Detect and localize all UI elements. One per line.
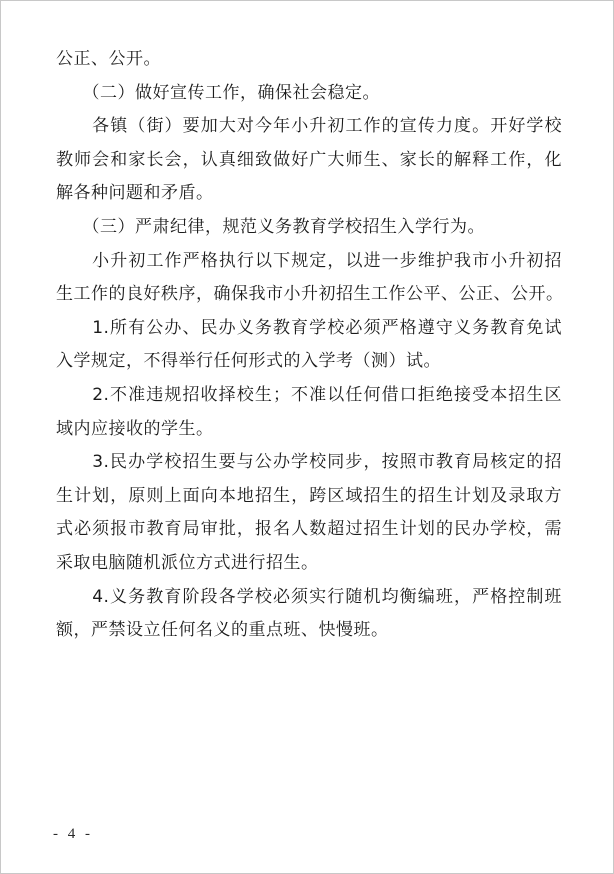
text-line: 1.所有公办、民办义务教育学校必须严格遵守义务教育免试 [56,317,562,338]
paragraph-heading-3 [56,211,562,245]
text-line: 3.民办学校招生要与公办学校同步，按照市教育局核定的招 [56,452,562,473]
document-body [56,43,562,648]
paragraph-continuation [56,43,562,77]
page-number: - 4 - [53,826,93,842]
paragraph-rule-2 [56,379,562,446]
text-line: 额，严禁设立任何名义的重点班、快慢班。 [56,620,389,641]
paragraph-rule-4 [56,581,562,648]
text-line: 教师会和家长会，认真细致做好广大师生、家长的解释工作，化 [56,149,562,170]
paragraph-discipline-intro [56,245,562,312]
text-line: 各镇（街）要加大对今年小升初工作的宣传力度。开好学校 [56,116,562,137]
text-line: 采取电脑随机派位方式进行招生。 [56,552,319,573]
paragraph-heading-2 [56,77,562,111]
text-line: 2.不准违规招收择校生；不准以任何借口拒绝接受本招生区 [56,384,562,405]
text-line: （二）做好宣传工作，确保社会稳定。 [56,82,380,103]
text-line: 小升初工作严格执行以下规定，以进一步维护我市小升初招 [56,250,562,271]
text-line: 公正、公开。 [56,49,161,69]
page-footer [53,823,93,843]
text-line: 解各种问题和矛盾。 [56,183,214,204]
text-line: 域内应接收的学生。 [56,418,214,439]
paragraph-rule-1 [56,312,562,379]
paragraph-rule-3 [56,446,562,580]
paragraph-publicity [56,110,562,211]
text-line: 入学规定，不得举行任何形式的入学考（测）试。 [56,351,441,372]
text-line: 式必须报市教育局审批，报名人数超过招生计划的民办学校，需 [56,519,562,540]
text-line: 生计划，原则上面向本地招生，跨区域招生的招生计划及录取方 [56,485,562,506]
text-line: （三）严肃纪律，规范义务教育学校招生入学行为。 [56,216,485,237]
text-line: 生工作的良好秩序，确保我市小升初招生工作公平、公正、公开。 [56,284,564,305]
text-line: 4.义务教育阶段各学校必须实行随机均衡编班，严格控制班 [56,586,562,607]
